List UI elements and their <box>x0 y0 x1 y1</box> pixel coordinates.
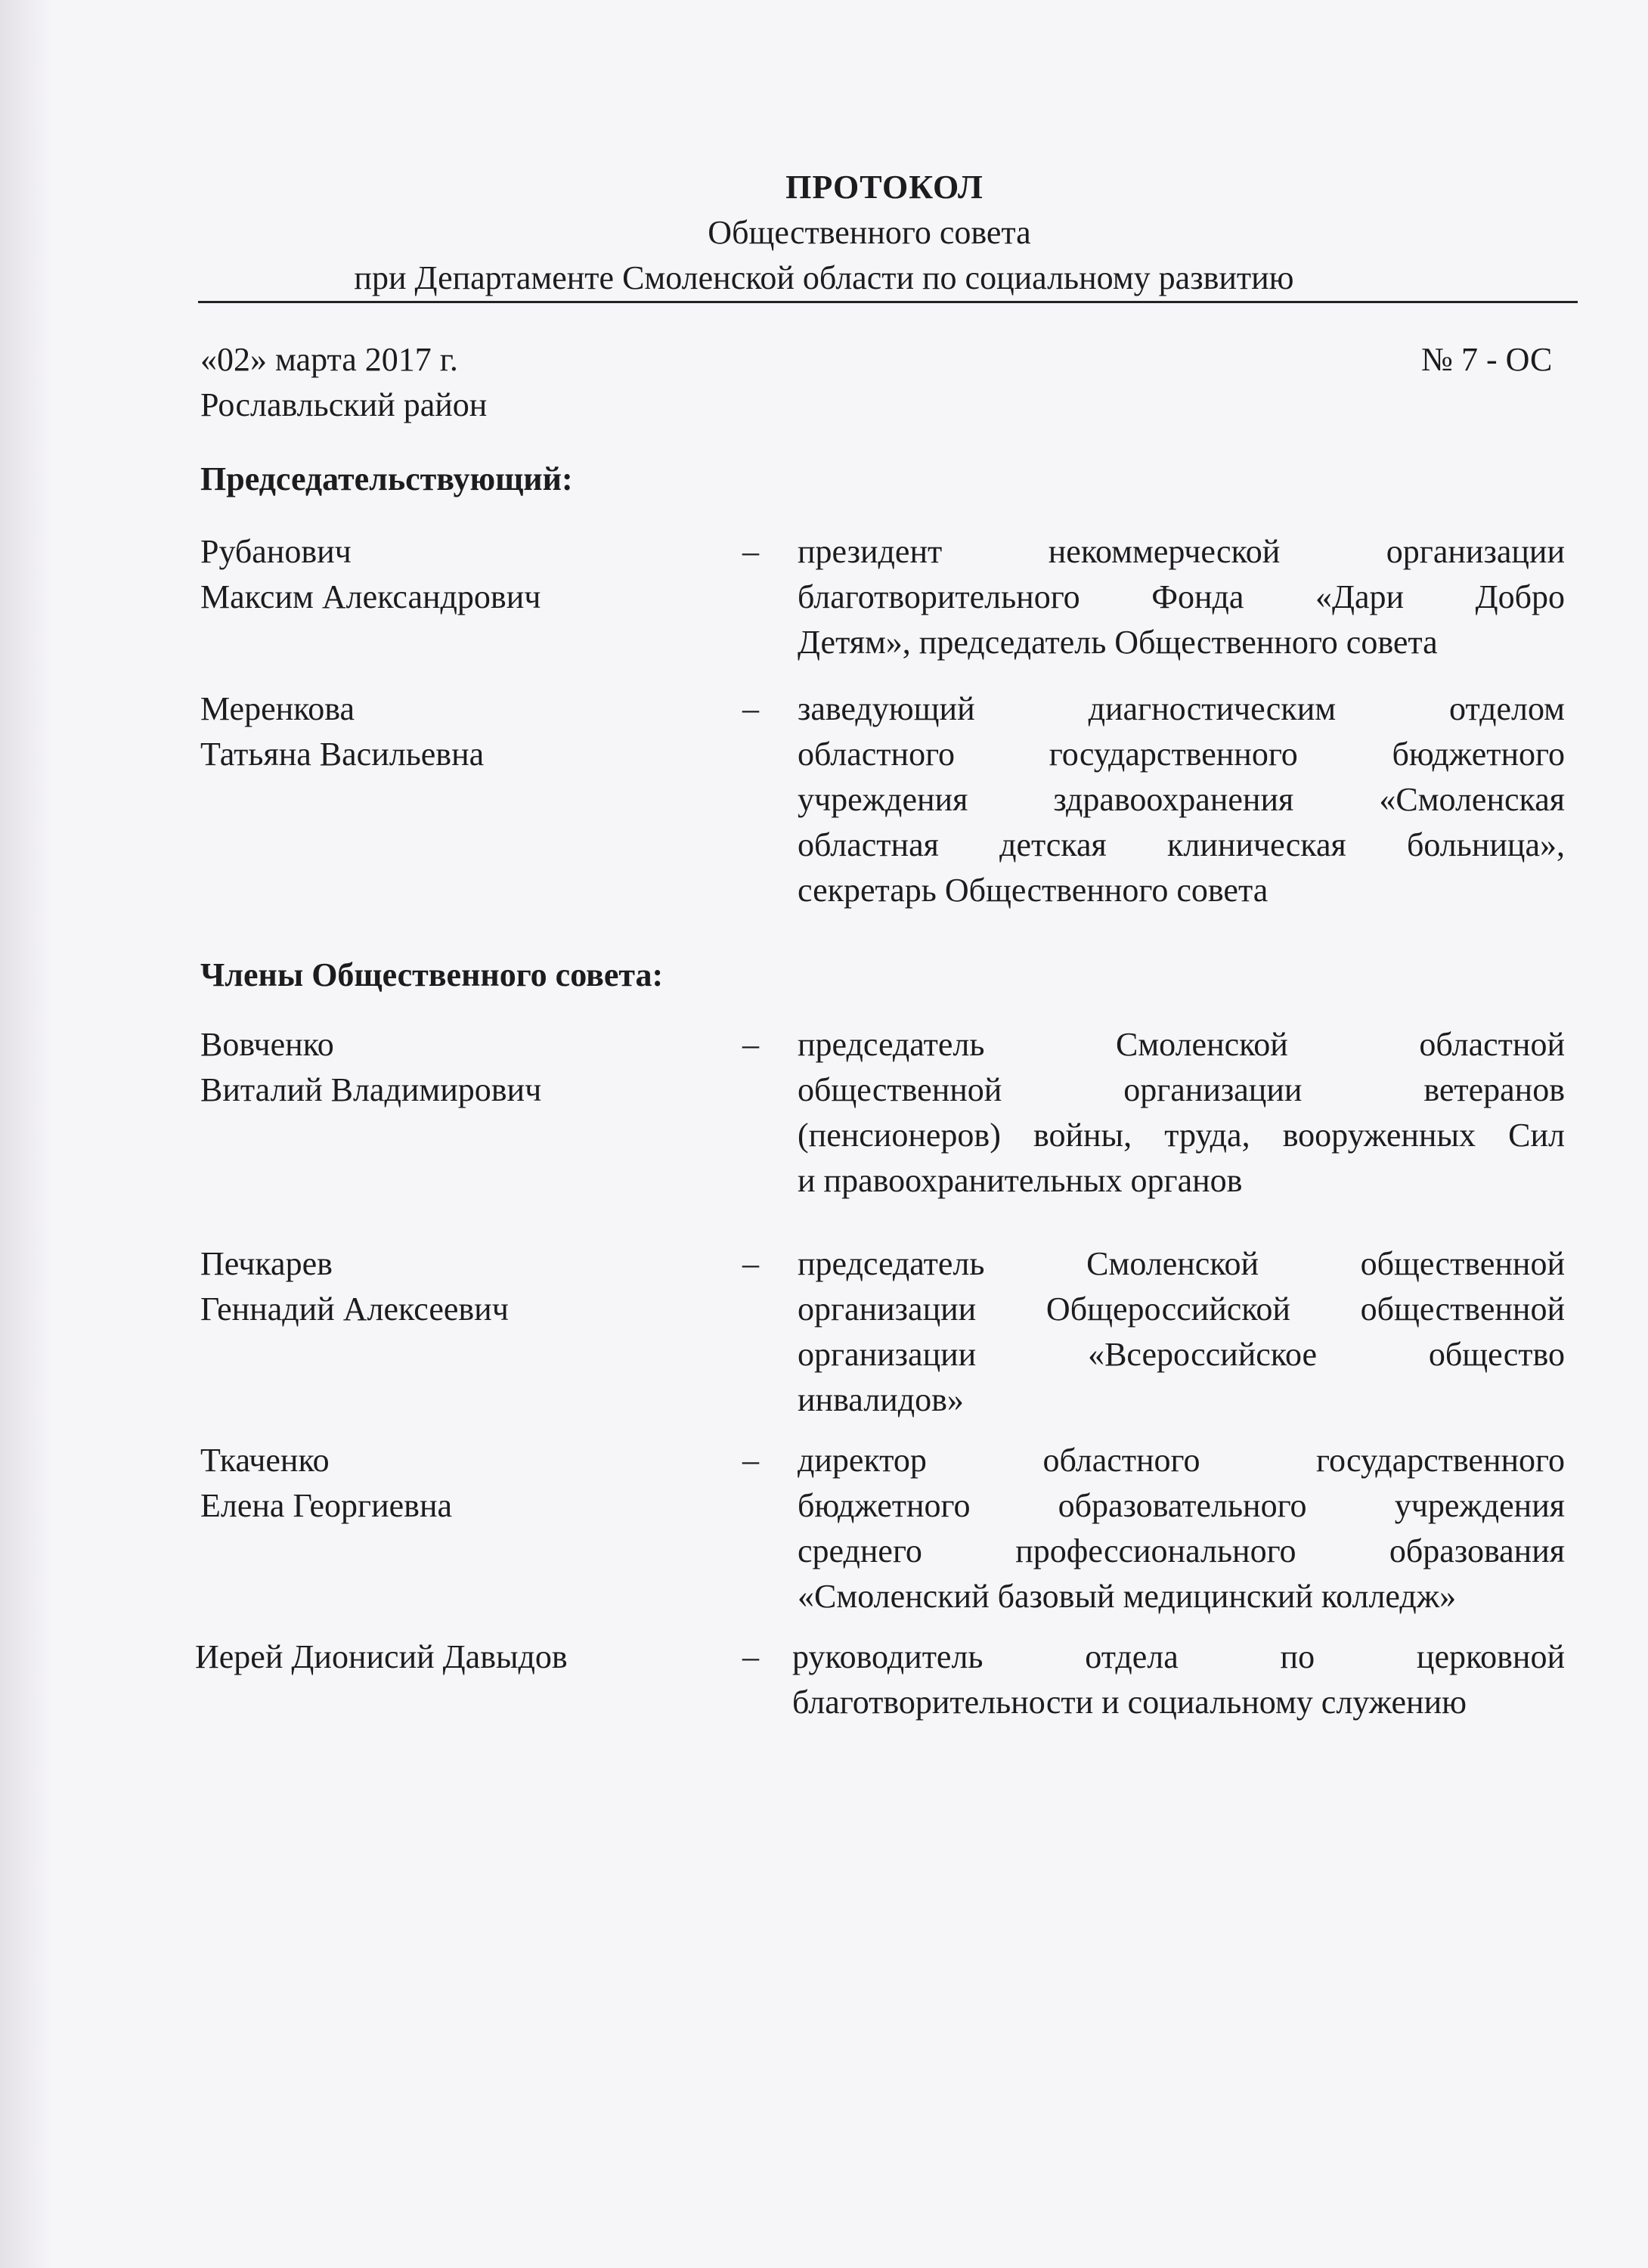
description-line: общественной организации ветеранов <box>798 1071 1565 1108</box>
header-rule <box>198 301 1578 303</box>
entry-dash: – <box>742 1442 759 1479</box>
description-line: заведующий диагностическим отделом <box>798 690 1565 727</box>
person-description <box>798 529 1565 665</box>
person-given-names: Геннадий Алексеевич <box>200 1290 509 1328</box>
person-surname: Ткаченко <box>200 1442 330 1479</box>
description-line: и правоохранительных органов <box>798 1162 1243 1199</box>
person-description <box>798 1438 1565 1619</box>
description-line: «Смоленский базовый медицинский колледж» <box>798 1578 1457 1615</box>
person-surname: Рубанович <box>200 533 352 570</box>
description-line: председатель Смоленской общественной <box>798 1245 1565 1282</box>
document-subtitle-line2: при Департаменте Смоленской области по социальному развитию <box>354 259 1294 296</box>
description-line: благотворительности и социальному служению <box>792 1684 1467 1721</box>
person-surname: Меренкова <box>200 690 355 727</box>
person-given-names: Виталий Владимирович <box>200 1071 542 1108</box>
document-title: ПРОТОКОЛ <box>785 169 984 206</box>
meeting-date: «02» марта 2017 г. <box>200 341 458 378</box>
person-surname: Вовченко <box>200 1026 334 1063</box>
protocol-number: № 7 - ОС <box>1421 341 1553 378</box>
description-line: секретарь Общественного совета <box>798 872 1269 909</box>
description-line: учреждения здравоохранения «Смоленская <box>798 781 1565 818</box>
entry-dash: – <box>742 1026 759 1063</box>
document-subtitle-line1: Общественного совета <box>708 214 1031 251</box>
meeting-place: Рославльский район <box>200 386 488 423</box>
chairing-heading: Председательствующий: <box>200 460 573 497</box>
entry-dash: – <box>742 1245 759 1282</box>
person-description <box>798 1241 1565 1423</box>
description-line: организации Общероссийской общественной <box>798 1290 1565 1328</box>
person-full-name: Иерей Дионисий Давыдов <box>195 1638 568 1675</box>
description-line: бюджетного образовательного учреждения <box>798 1487 1565 1524</box>
person-description <box>798 686 1565 913</box>
entry-dash: – <box>742 533 759 570</box>
description-line: председатель Смоленской областной <box>798 1026 1565 1063</box>
person-given-names: Татьяна Васильевна <box>200 736 485 773</box>
entry-dash: – <box>742 690 759 727</box>
description-line: среднего профессионального образования <box>798 1532 1565 1569</box>
description-line: президент некоммерческой организации <box>798 533 1565 570</box>
person-description <box>792 1634 1565 1725</box>
members-heading: Члены Общественного совета: <box>200 956 664 993</box>
description-line: областная детская клиническая больница», <box>798 826 1565 863</box>
description-line: (пенсионеров) войны, труда, вооруженных Сил <box>798 1117 1565 1154</box>
entry-dash: – <box>742 1638 759 1675</box>
person-surname: Печкарев <box>200 1245 333 1282</box>
description-line: областного государственного бюджетного <box>798 736 1565 773</box>
description-line: инвалидов» <box>798 1381 964 1418</box>
description-line: благотворительного Фонда «Дари Добро <box>798 578 1565 615</box>
person-given-names: Елена Георгиевна <box>200 1487 453 1524</box>
person-description <box>798 1022 1565 1204</box>
description-line: руководитель отдела по церковной <box>792 1638 1565 1675</box>
description-line: организации «Всероссийское общество <box>798 1336 1565 1373</box>
description-line: директор областного государственного <box>798 1442 1565 1479</box>
description-line: Детям», председатель Общественного совета <box>798 624 1438 661</box>
scan-edge <box>0 0 53 2268</box>
person-given-names: Максим Александрович <box>200 578 541 615</box>
